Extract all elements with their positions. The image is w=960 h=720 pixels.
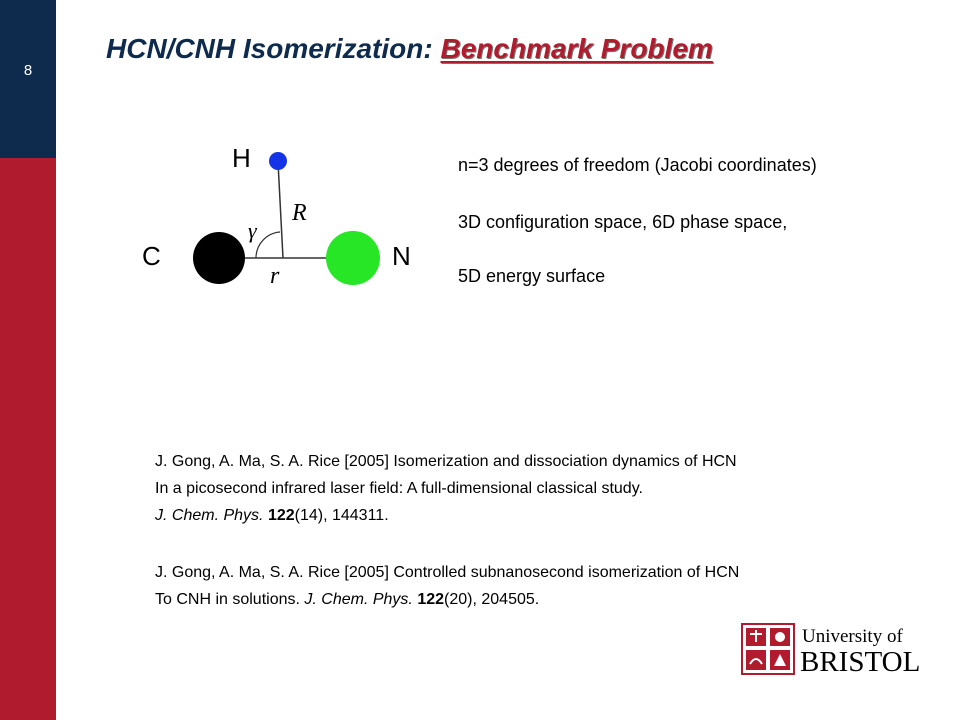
ref1-journal: J. Chem. Phys. — [155, 507, 264, 524]
hcn-molecule-diagram — [120, 130, 440, 300]
label-gamma: γ — [248, 218, 257, 243]
ref2-volume: 122 — [417, 591, 445, 608]
ref2-line1: J. Gong, A. Ma, S. A. Rice [2005] Controlled subnanosecond isomerization of HCN — [155, 564, 740, 581]
bristol-crest-icon — [742, 624, 794, 674]
nitrogen-atom — [326, 231, 380, 285]
jacobi-r-vector-line — [278, 162, 283, 258]
logo-line1: University of — [802, 626, 903, 647]
title-highlight: Benchmark Problem — [440, 33, 713, 64]
ref2-line2 — [155, 586, 739, 613]
ref2-issue-pages: (20), 204505. — [444, 591, 540, 608]
ref1-citation — [155, 502, 739, 529]
ref2-line2-pre: To CNH in solutions. — [155, 591, 305, 608]
ref1-issue-pages: (14), 144311. — [294, 507, 389, 524]
label-small-r: r — [270, 263, 280, 289]
ref1-line2: In a picosecond infrared laser field: A full-dimensional classical study. — [155, 480, 643, 497]
label-h: H — [232, 143, 251, 173]
ref2-journal: J. Chem. Phys. — [304, 591, 413, 608]
carbon-atom — [193, 232, 245, 284]
slide-title — [106, 33, 713, 65]
label-n: N — [392, 241, 411, 271]
bullet-item: 5D energy surface — [458, 266, 606, 286]
slide-number: 8 — [23, 62, 33, 79]
label-c: C — [142, 241, 161, 271]
bullet-item: n=3 degrees of freedom (Jacobi coordinates) — [458, 155, 817, 175]
gamma-angle-arc — [256, 232, 280, 258]
sidebar-band-bottom — [0, 158, 56, 720]
title-main: HCN/CNH Isomerization: — [106, 33, 441, 64]
label-big-r: R — [292, 200, 307, 226]
bullet-item: 3D configuration space, 6D phase space, — [458, 212, 788, 232]
hydrogen-atom — [269, 152, 287, 170]
university-of-bristol-logo — [740, 620, 920, 678]
references — [155, 448, 739, 613]
logo-line2: BRISTOL — [800, 646, 920, 678]
ref1-volume: 122 — [267, 507, 295, 524]
ref1-line1: J. Gong, A. Ma, S. A. Rice [2005] Isomerization and dissociation dynamics of HCN — [155, 453, 737, 470]
sidebar-band-top — [0, 0, 56, 158]
